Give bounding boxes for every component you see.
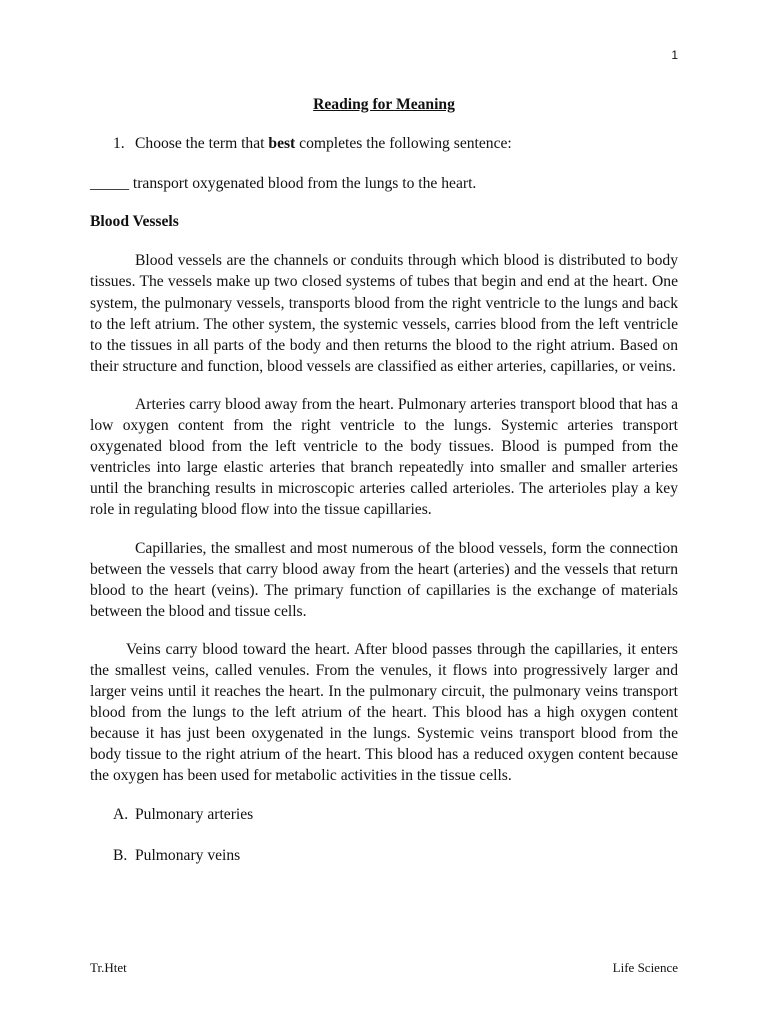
footer-subject: Life Science [612, 960, 678, 975]
page-title: Reading for Meaning [313, 96, 455, 113]
paragraph-capillaries: Capillaries, the smallest and most numerous of the blood vessels, form the connection between the vessels that carry blood away from the heart (arteries) and the vessels that return blood to the heart (veins). The primary function of capillaries is the exchange of materials between the blood and tissue cells. [90, 539, 678, 620]
question-emphasis: best [268, 135, 296, 153]
section-heading: Blood Vessels [90, 213, 179, 231]
question-text [135, 133, 512, 154]
paragraph-arteries: Arteries carry blood away from the heart. Pulmonary arteries transport blood that has a low oxygen content from the right ventricle to the lungs. Systemic arteries transport oxygenated blood from the left ventricle to the body tissues. Blood is pumped from the ventricles into large elastic arteries that branch repeatedly into smaller and smaller arteries until the branching results in microscopic arteries called arterioles. The arterioles play a key role in regulating blood flow into the tissue capillaries. [90, 395, 678, 519]
question-text-before: Choose the term that [135, 135, 269, 153]
answer-option-b [90, 845, 678, 866]
option-text: Pulmonary arteries [135, 805, 254, 823]
option-text: Pulmonary veins [135, 846, 241, 864]
paragraph-veins: Veins carry blood toward the heart. After blood passes through the capillaries, it enters the smallest veins, called venules. From the venules, it flows into progressively larger and larger veins until it reaches the heart. In the pulmonary circuit, the pulmonary veins transport blood from the lungs to the left atrium of the heart. This blood has a high oxygen content because it has just been oxygenated in the lungs. Systemic veins transport blood from the body tissue to the right atrium of the heart. This blood has a reduced oxygen content because the oxygen has been used for metabolic activities in the tissue cells. [90, 640, 678, 785]
page-number: 1 [671, 48, 678, 62]
paragraph-blood-vessels: Blood vessels are the channels or conduits through which blood is distributed to body tissues. The vessels make up two closed systems of tubes that begin and end at the heart. One system, the pulmonary vessels, transports blood from the right ventricle to the lungs and back to the left atrium. The other system, the systemic vessels, carries blood from the left ventricle to the tissues in all parts of the body and then returns the blood to the right atrium. Based on their structure and function, blood vessels are classified as either arteries, capillaries, or veins. [90, 252, 678, 375]
document-body [90, 94, 678, 886]
question-text-after: completes the following sentence: [295, 135, 512, 153]
blank-sentence: _____ transport oxygenated blood from the lungs to the heart. [90, 175, 477, 193]
question-number: 1. [113, 135, 125, 153]
footer-author: Tr.Htet [90, 960, 127, 975]
answer-option-a [90, 804, 678, 825]
page-footer [90, 960, 678, 976]
option-letter: A. [113, 805, 129, 823]
option-letter: B. [113, 846, 128, 864]
question-1 [90, 133, 678, 154]
